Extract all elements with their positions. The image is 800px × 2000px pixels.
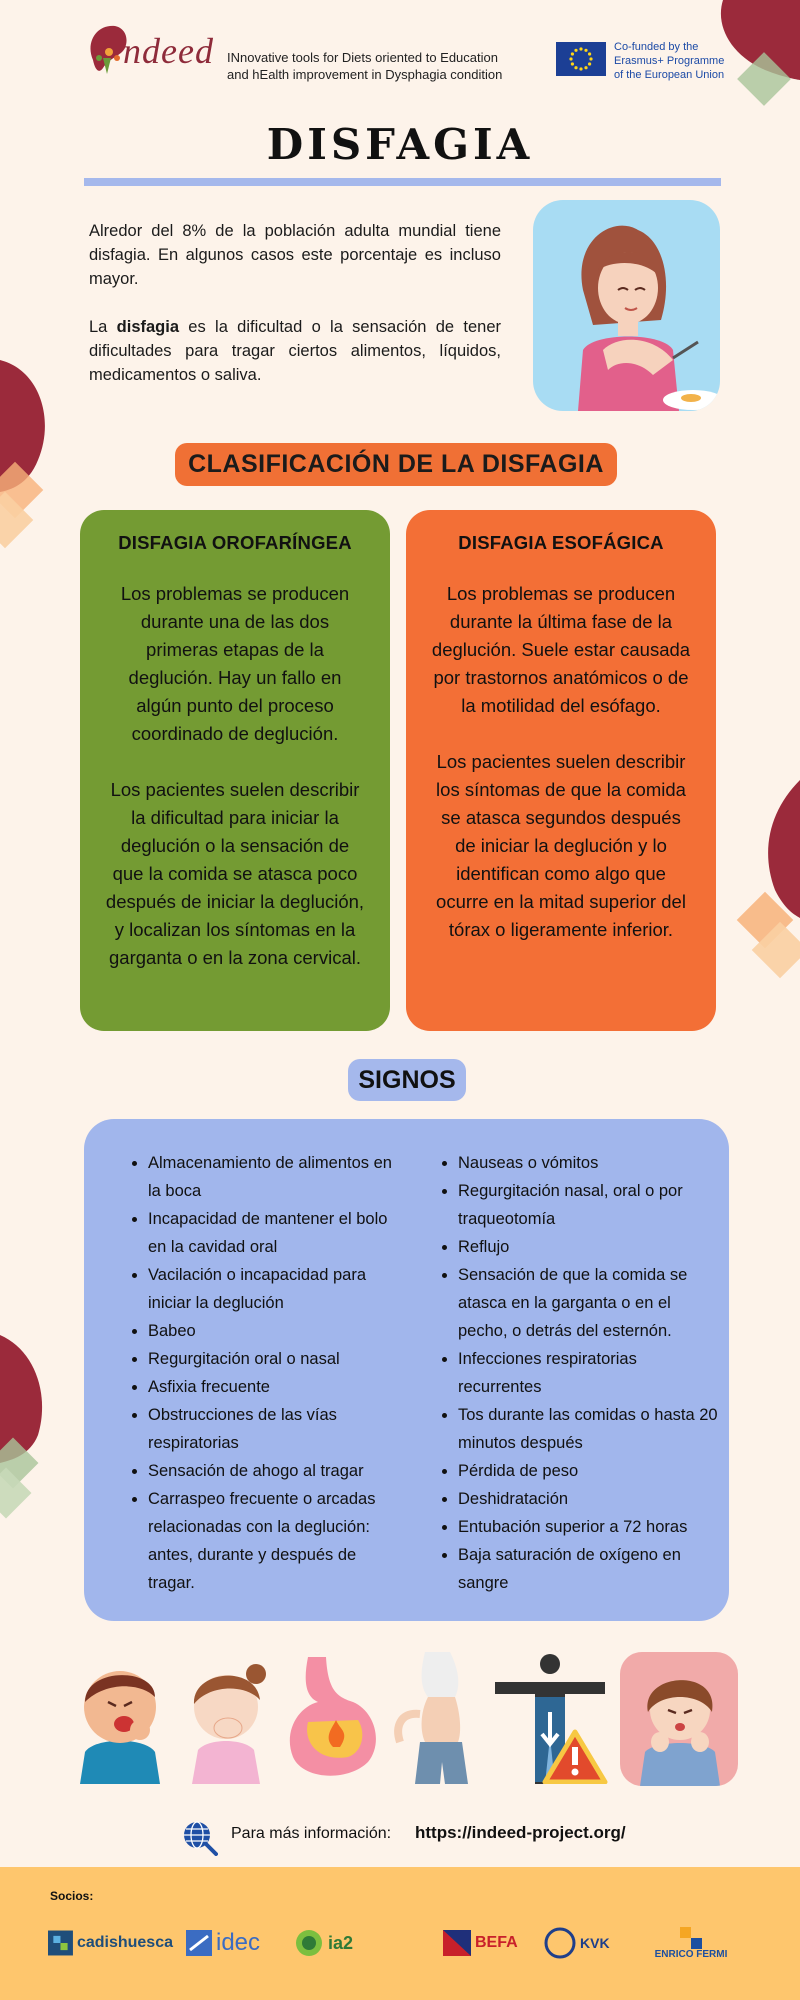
info-label: Para más información: — [231, 1825, 392, 1842]
partner-name: ENRICO FERMI — [654, 1948, 728, 1960]
intro-p2-prefix: La — [89, 318, 117, 336]
cadis-mark-icon — [48, 1929, 73, 1957]
eu-line-1: Co-funded by the — [614, 41, 699, 53]
sign-item: • Reflujo — [458, 1233, 718, 1261]
project-tagline — [227, 49, 557, 83]
logo-text: ndeed — [123, 31, 214, 71]
sign-item: • Babeo — [148, 1317, 398, 1345]
www-globe-icon — [182, 1820, 218, 1856]
signs-list-right — [438, 1149, 718, 1597]
esophageal-paragraph-1: Los problemas se producen durante la última fase de la deglución. Suele estar causada por trastornos anatómicos o de la motilidad del esófago. — [431, 583, 691, 716]
partner-logo-idec — [186, 1918, 281, 1968]
tagline-line-1: INnovative tools for Diets oriented to Education — [227, 50, 498, 65]
sign-item: • Carraspeo frecuente o arcadas relacionadas con la deglución: antes, durante y después de tragar. — [148, 1485, 398, 1597]
eu-flag-icon — [556, 42, 606, 76]
sign-item: • Entubación superior a 72 horas — [458, 1513, 718, 1541]
eu-line-3: of the European Union — [614, 69, 725, 81]
person-warning-icon — [490, 1652, 610, 1784]
sign-item: • Sensación de ahogo al tragar — [148, 1457, 398, 1485]
esophageal-card — [406, 510, 716, 1031]
woman-pain-icon — [620, 1652, 738, 1786]
ia2-mark-icon — [294, 1928, 324, 1958]
classification-heading: CLASIFICACIÓN DE LA DISFAGIA — [175, 443, 617, 486]
indeed-logo — [85, 22, 215, 82]
sign-item: • Infecciones respiratorias recurrentes — [458, 1345, 718, 1401]
befa-mark-icon — [443, 1930, 471, 1956]
signs-list-left — [128, 1149, 398, 1597]
sign-item: • Deshidratación — [458, 1485, 718, 1513]
esophageal-title: DISFAGIA ESOFÁGICA — [458, 532, 664, 553]
sign-item: • Regurgitación oral o nasal — [148, 1345, 398, 1373]
stomach-reflux-icon — [278, 1652, 383, 1784]
idec-mark-icon — [186, 1930, 212, 1956]
sign-item: • Asfixia frecuente — [148, 1373, 398, 1401]
signs-box — [84, 1119, 729, 1621]
coughing-boy-icon — [70, 1652, 170, 1784]
sign-item: • Almacenamiento de alimentos en la boca — [148, 1149, 398, 1205]
signs-heading: SIGNOS — [348, 1059, 466, 1101]
esophageal-paragraph-2: Los pacientes suelen describir los síntomas de que la comida se atasca segundos después de iniciar la deglución y lo identifican como algo que ocurre en la mitad superior del tórax o ligeramente inferior. — [436, 751, 686, 940]
sign-item: • Pérdida de peso — [458, 1457, 718, 1485]
tagline-line-2: and hEalth improvement in Dysphagia condition — [227, 67, 503, 82]
sign-item: • Obstrucciones de las vías respiratorias — [148, 1401, 398, 1457]
decor-blob-left-top — [0, 360, 60, 570]
partner-name: KVK — [580, 1935, 610, 1951]
decor-blob-right-middle — [730, 780, 800, 1010]
oropharyngeal-title: DISFAGIA OROFARÍNGEA — [118, 532, 352, 553]
woman-illustration-card — [533, 200, 720, 411]
eu-line-2: Erasmus+ Programme — [614, 55, 725, 67]
title-underline — [84, 178, 721, 186]
partner-name: cadishuesca — [76, 1934, 173, 1951]
partners-label: Socios: — [50, 1889, 94, 1903]
intro-paragraph-2 — [89, 315, 501, 387]
intro-paragraph-1: Alredor del 8% de la población adulta mundial tiene disfagia. En algunos casos este porcentaje es incluso mayor. — [89, 222, 501, 288]
partner-logo-cadishuesca — [48, 1918, 173, 1968]
partner-logo-ia2 — [294, 1918, 424, 1968]
woman-pain-card — [620, 1652, 738, 1786]
sign-item: • Incapacidad de mantener el bolo en la cavidad oral — [148, 1205, 398, 1261]
sign-item: • Sensación de que la comida se atasca en la garganta o en el pecho, o detrás del esternón. — [458, 1261, 718, 1345]
partner-name: idec — [216, 1929, 261, 1956]
kvk-mark-icon — [544, 1927, 576, 1959]
weight-loss-icon — [390, 1652, 485, 1784]
girl-nausea-icon — [180, 1652, 272, 1784]
oropharyngeal-paragraph-1: Los problemas se producen durante una de las dos primeras etapas de la deglución. Hay un fallo en algún punto del proceso coordinado de deglución. — [120, 583, 350, 744]
partner-logo-befa — [443, 1918, 523, 1968]
partner-name: BEFA — [475, 1934, 518, 1951]
sign-item: • Baja saturación de oxígeno en sangre — [458, 1541, 718, 1597]
partner-logo-kvk — [544, 1918, 624, 1968]
sign-item: • Vacilación o incapacidad para iniciar la deglución — [148, 1261, 398, 1317]
partner-name: ia2 — [328, 1932, 354, 1953]
woman-swallowing-icon — [533, 200, 720, 411]
fermi-mark-icon — [680, 1927, 702, 1949]
intro-text — [89, 219, 501, 411]
eu-funding-text — [614, 40, 724, 82]
sign-item: • Tos durante las comidas o hasta 20 minutos después — [458, 1401, 718, 1457]
oropharyngeal-paragraph-2: Los pacientes suelen describir la dificultad para iniciar la deglución o la sensación de que la comida se atasca poco después de iniciar la deglución, y localizan los síntomas en la garganta o en la zona cervical. — [105, 779, 365, 968]
partner-logo-enrico-fermi — [645, 1918, 737, 1968]
page-title: DISFAGIA — [266, 120, 534, 169]
sign-item: • Nauseas o vómitos — [458, 1149, 718, 1177]
project-url-link[interactable]: https://indeed-project.org/ — [415, 1823, 626, 1842]
intro-p2-bold: disfagia — [116, 318, 180, 336]
sign-item: • Regurgitación nasal, oral o por traqueotomía — [458, 1177, 718, 1233]
oropharyngeal-card — [80, 510, 390, 1031]
decor-blob-left-bottom — [0, 1335, 55, 1535]
intro-p2-suffix: es la dificultad o la sensación de tener dificultades para tragar ciertos alimentos, líquidos, medicamentos o saliva. — [89, 318, 502, 384]
